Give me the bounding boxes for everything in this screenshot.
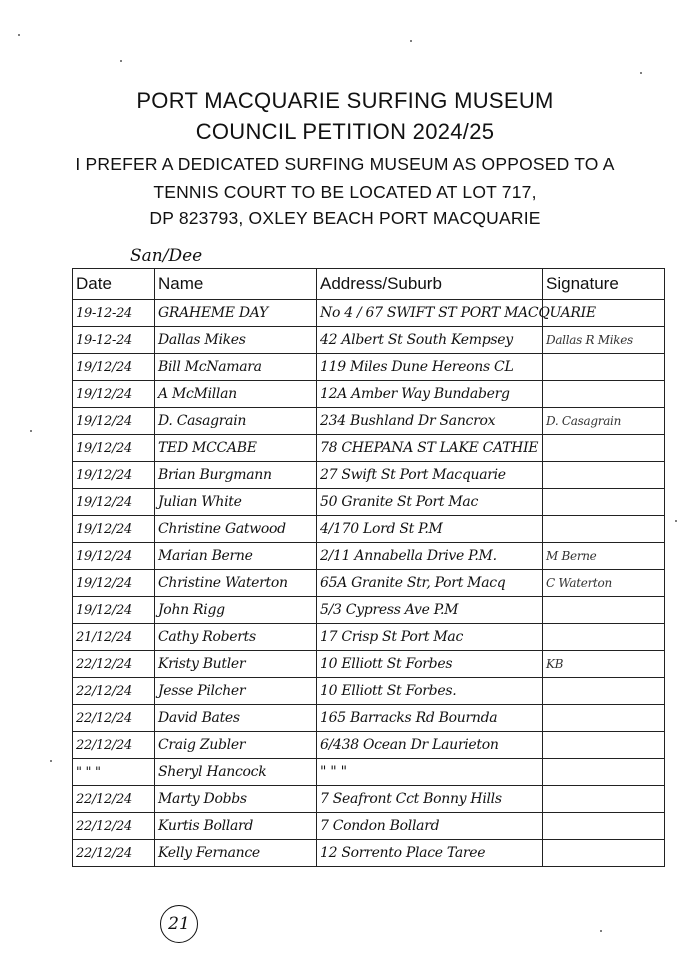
cell-name: D. Casagrain [155, 408, 317, 435]
page-number: 21 [160, 905, 198, 943]
cell-name: A McMillan [155, 381, 317, 408]
cell-signature [543, 516, 665, 543]
cell-address: 4/170 Lord St P.M [317, 516, 543, 543]
cell-address: 234 Bushland Dr Sancrox [317, 408, 543, 435]
cell-name: GRAHEME DAY [155, 300, 317, 327]
table-row [73, 489, 665, 516]
cell-date: " " " [73, 759, 155, 786]
scan-speck [18, 34, 20, 36]
cell-signature [543, 597, 665, 624]
cell-date: 19/12/24 [73, 597, 155, 624]
cell-date: 22/12/24 [73, 840, 155, 867]
cell-signature [543, 732, 665, 759]
cell-name: Craig Zubler [155, 732, 317, 759]
cell-name: Sheryl Hancock [155, 759, 317, 786]
cell-address: 5/3 Cypress Ave P.M [317, 597, 543, 624]
cell-address: 7 Condon Bollard [317, 813, 543, 840]
cell-date: 19/12/24 [73, 489, 155, 516]
cell-name: Cathy Roberts [155, 624, 317, 651]
cell-signature [543, 435, 665, 462]
cell-date: 22/12/24 [73, 813, 155, 840]
cell-signature [543, 354, 665, 381]
table-row [73, 462, 665, 489]
cell-name: John Rigg [155, 597, 317, 624]
column-header-date: Date [73, 269, 155, 300]
cell-signature: M Berne [543, 543, 665, 570]
cell-name: Dallas Mikes [155, 327, 317, 354]
cell-signature [543, 678, 665, 705]
cell-name: Brian Burgmann [155, 462, 317, 489]
table-row [73, 651, 665, 678]
scan-speck [600, 930, 602, 932]
table-row [73, 327, 665, 354]
cell-signature: Dallas R Mikes [543, 327, 665, 354]
scan-speck [50, 760, 52, 762]
cell-signature [543, 462, 665, 489]
cell-address: 12A Amber Way Bundaberg [317, 381, 543, 408]
cell-name: Christine Waterton [155, 570, 317, 597]
petition-subtitle: COUNCIL PETITION 2024/25 [195, 119, 495, 144]
table-row [73, 300, 665, 327]
cell-date: 19/12/24 [73, 381, 155, 408]
cell-signature: KB [543, 651, 665, 678]
cell-address: 65A Granite Str, Port Macq [317, 570, 543, 597]
table-row [73, 678, 665, 705]
table-row [73, 597, 665, 624]
cell-name: Jesse Pilcher [155, 678, 317, 705]
cell-name: TED MCCABE [155, 435, 317, 462]
table-row [73, 570, 665, 597]
column-header-signature: Signature [543, 269, 665, 300]
cell-signature [543, 381, 665, 408]
cell-address: 2/11 Annabella Drive P.M. [317, 543, 543, 570]
petition-title: PORT MACQUARIE SURFING MUSEUM [136, 88, 554, 113]
cell-name: Bill McNamara [155, 354, 317, 381]
cell-address: 119 Miles Dune Hereons CL [317, 354, 543, 381]
cell-address: 7 Seafront Cct Bonny Hills [317, 786, 543, 813]
cell-name: Kurtis Bollard [155, 813, 317, 840]
cell-signature [543, 705, 665, 732]
cell-name: Marty Dobbs [155, 786, 317, 813]
handwritten-note: San/Dee [130, 246, 203, 266]
cell-signature [543, 813, 665, 840]
table-row [73, 813, 665, 840]
cell-address: 10 Elliott St Forbes. [317, 678, 543, 705]
cell-date: 22/12/24 [73, 732, 155, 759]
table-row [73, 516, 665, 543]
table-header-row [73, 269, 665, 300]
table-row [73, 840, 665, 867]
cell-address: 50 Granite St Port Mac [317, 489, 543, 516]
petition-statement-line2: TENNIS COURT TO BE LOCATED AT LOT 717, [153, 182, 537, 202]
cell-signature [543, 624, 665, 651]
cell-address: " " " [317, 759, 543, 786]
cell-date: 22/12/24 [73, 651, 155, 678]
table-row [73, 732, 665, 759]
table-row [73, 381, 665, 408]
cell-name: Kristy Butler [155, 651, 317, 678]
cell-date: 19/12/24 [73, 354, 155, 381]
cell-address: 10 Elliott St Forbes [317, 651, 543, 678]
cell-date: 19/12/24 [73, 570, 155, 597]
table-row [73, 759, 665, 786]
scan-speck [30, 430, 32, 432]
cell-signature [543, 786, 665, 813]
cell-address: 42 Albert St South Kempsey [317, 327, 543, 354]
cell-signature: C Waterton [543, 570, 665, 597]
petition-statement-line3: DP 823793, OXLEY BEACH PORT MACQUARIE [149, 208, 541, 228]
signature-table [72, 268, 665, 867]
cell-address: 78 CHEPANA ST LAKE CATHIE [317, 435, 543, 462]
cell-signature [543, 840, 665, 867]
column-header-name: Name [155, 269, 317, 300]
cell-date: 22/12/24 [73, 705, 155, 732]
scan-speck [675, 520, 677, 522]
cell-name: Christine Gatwood [155, 516, 317, 543]
cell-signature [543, 489, 665, 516]
cell-date: 22/12/24 [73, 786, 155, 813]
scan-speck [120, 60, 122, 62]
cell-signature: D. Casagrain [543, 408, 665, 435]
table-row [73, 543, 665, 570]
cell-address: No 4 / 67 SWIFT ST PORT MACQUARIE [317, 300, 543, 327]
cell-date: 19/12/24 [73, 516, 155, 543]
table-row [73, 705, 665, 732]
cell-name: Marian Berne [155, 543, 317, 570]
cell-address: 27 Swift St Port Macquarie [317, 462, 543, 489]
cell-name: David Bates [155, 705, 317, 732]
cell-date: 19/12/24 [73, 408, 155, 435]
cell-name: Julian White [155, 489, 317, 516]
cell-date: 22/12/24 [73, 678, 155, 705]
cell-address: 12 Sorrento Place Taree [317, 840, 543, 867]
cell-date: 19/12/24 [73, 435, 155, 462]
cell-address: 165 Barracks Rd Bournda [317, 705, 543, 732]
table-row [73, 624, 665, 651]
cell-address: 6/438 Ocean Dr Laurieton [317, 732, 543, 759]
column-header-address: Address/Suburb [317, 269, 543, 300]
cell-address: 17 Crisp St Port Mac [317, 624, 543, 651]
table-row [73, 408, 665, 435]
cell-date: 19/12/24 [73, 543, 155, 570]
scan-speck [410, 40, 412, 42]
cell-date: 19/12/24 [73, 462, 155, 489]
cell-signature [543, 759, 665, 786]
table-row [73, 786, 665, 813]
cell-date: 19-12-24 [73, 327, 155, 354]
table-row [73, 354, 665, 381]
scan-speck [640, 72, 642, 74]
cell-date: 21/12/24 [73, 624, 155, 651]
cell-name: Kelly Fernance [155, 840, 317, 867]
table-row [73, 435, 665, 462]
cell-date: 19-12-24 [73, 300, 155, 327]
petition-statement-line1: I PREFER A DEDICATED SURFING MUSEUM AS OPPOSED TO A [75, 154, 615, 174]
